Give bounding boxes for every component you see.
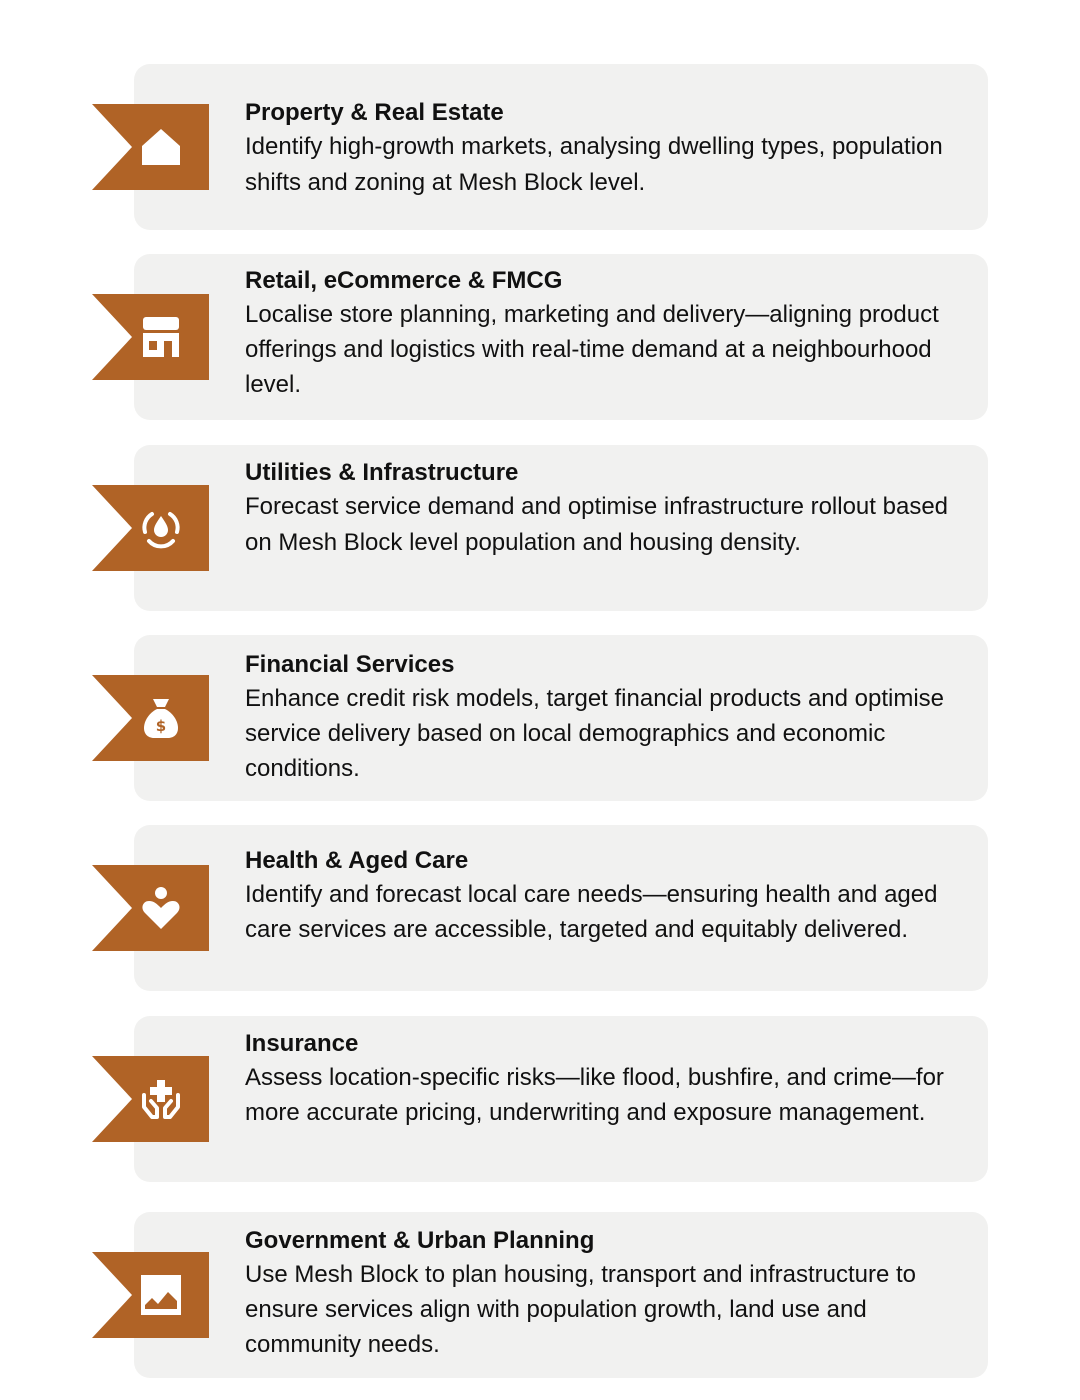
sector-card-utilities	[134, 445, 988, 611]
sector-description: Use Mesh Block to plan housing, transport and infrastructure to ensure services align with population growth, land use and community needs.	[245, 1261, 917, 1358]
sector-ribbon	[92, 1252, 209, 1338]
sector-title: Financial Services	[245, 651, 455, 678]
sector-card-government	[134, 1212, 988, 1378]
svg-text:$: $	[155, 717, 167, 735]
person-heart-icon	[138, 885, 184, 931]
sector-ribbon	[92, 865, 209, 951]
sector-card-property	[134, 64, 988, 230]
sector-title: Property & Real Estate	[245, 99, 504, 126]
money-bag-icon	[138, 695, 184, 741]
house-icon	[138, 124, 184, 170]
sector-description: Enhance credit risk models, target financial products and optimise service delivery based on local demographics and economic conditions.	[245, 685, 945, 782]
sector-ribbon	[92, 1056, 209, 1142]
water-drop-cycle-icon	[138, 505, 184, 551]
sector-ribbon	[92, 104, 209, 190]
sector-ribbon	[92, 294, 209, 380]
sector-title: Retail, eCommerce & FMCG	[245, 267, 563, 294]
sector-title: Health & Aged Care	[245, 847, 469, 874]
sector-card-retail	[134, 254, 988, 420]
sector-title: Insurance	[245, 1030, 359, 1057]
landscape-image-icon	[138, 1272, 184, 1318]
sector-description: Assess location-specific risks—like flood, bushfire, and crime—for more accurate pricing, underwriting and exposure management.	[245, 1064, 944, 1126]
sector-card-insurance	[134, 1016, 988, 1182]
sector-ribbon	[92, 675, 209, 761]
hands-cross-icon	[138, 1076, 184, 1122]
sector-description: Identify high-growth markets, analysing dwelling types, population shifts and zoning at Mesh Block level.	[245, 133, 943, 196]
sector-title: Government & Urban Planning	[245, 1227, 595, 1254]
sector-description: Forecast service demand and optimise infrastructure rollout based on Mesh Block level population and housing density.	[245, 493, 949, 556]
sector-card-health	[134, 825, 988, 991]
sector-card-financial	[134, 635, 988, 801]
storefront-icon	[138, 314, 184, 360]
sector-description: Identify and forecast local care needs—ensuring health and aged care services are accessible, targeted and equitably delivered.	[245, 881, 938, 943]
sector-ribbon	[92, 485, 209, 571]
sector-description: Localise store planning, marketing and delivery—aligning product offerings and logistics with real-time demand at a neighbourhood level.	[245, 301, 939, 398]
sector-title: Utilities & Infrastructure	[245, 459, 519, 486]
